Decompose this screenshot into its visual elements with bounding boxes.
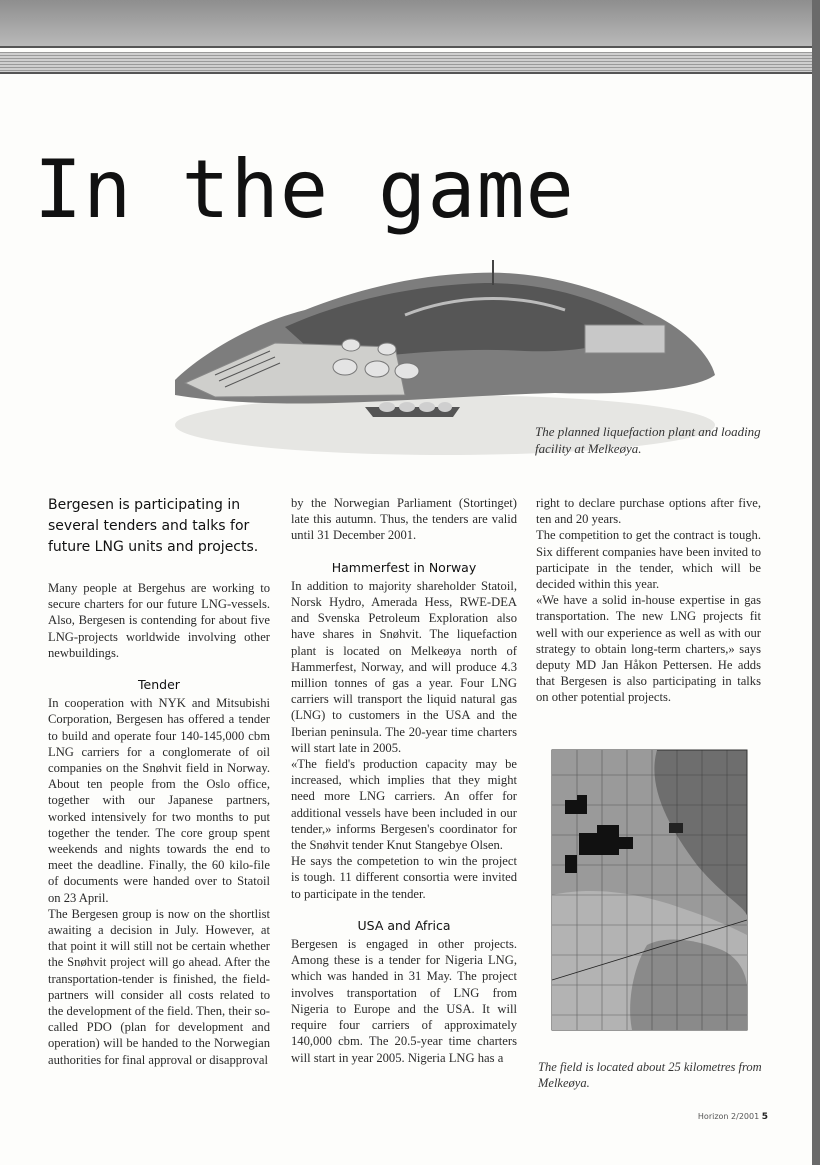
subheading-hammerfest: Hammerfest in Norway bbox=[331, 559, 477, 575]
column-3 bbox=[536, 495, 761, 706]
map-caption: The field is located about 25 kilometres from Melkeøya. bbox=[538, 1059, 762, 1090]
column-1 bbox=[48, 495, 270, 1068]
subheading-usa-africa: USA and Africa bbox=[357, 917, 451, 933]
body-paragraph: «We have a solid in-house expertise in gas transportation. The new LNG projects fit well with our experience as well as with our strategy to obtain long-term charters,» says deputy MD Jan Håkon Pettersen. He adds that Bergesen is also participating in talks on other potential projects. bbox=[536, 593, 761, 705]
body-paragraph: He says the competetion to win the project is tough. 11 different consortia were invited to participate in the tender. bbox=[291, 854, 517, 901]
page-headline: In the game bbox=[34, 143, 575, 236]
body-paragraph: right to declare purchase options after five, ten and 20 years. bbox=[536, 496, 761, 527]
page-edge-bar bbox=[812, 0, 820, 1165]
header-stripe bbox=[0, 52, 820, 74]
illustration-caption: The planned liquefaction plant and loading facility at Melkeøya. bbox=[535, 424, 761, 456]
field-location-map bbox=[537, 745, 762, 1035]
lead-paragraph: Bergesen is participating in several tenders and talks for future LNG units and projects. bbox=[48, 497, 259, 555]
publication-name: Horizon 2/2001 bbox=[697, 1112, 760, 1121]
page-number: 5 bbox=[761, 1112, 768, 1122]
body-paragraph: In cooperation with NYK and Mitsubishi Corporation, Bergesen has offered a tender to build and operate four 140-145,000 cbm LNG carriers for a conglomerate of oil companies on the Snøhvit field in Norway. About ten people from the Oslo office, together with our Japanese partners, worked intensively for two months to put together the tender. The core group spent weekends and nights towards the end to meet the deadline. Finally, the 60 kilo-file of documents were handed over to Statoil on 23 April. bbox=[48, 696, 270, 905]
subheading-tender: Tender bbox=[138, 677, 180, 693]
body-paragraph: by the Norwegian Parliament (Stortinget) late this autumn. Thus, the tenders are valid until 31 December 2001. bbox=[291, 496, 517, 543]
page-footer bbox=[698, 1112, 768, 1122]
body-paragraph: Bergesen is engaged in other projects. Among these is a tender for Nigeria LNG, which was handed in 31 May. The project involves transportation of LNG from Nigeria to Europe and the USA. It will require four carriers of approximately 140,000 cbm. The 20.5-year time charters will start in year 2005. Nigeria LNG has a bbox=[291, 937, 517, 1065]
body-paragraph: Many people at Bergehus are working to secure charters for our future LNG-vessels. Also, Bergesen is contending for about five LNG-projects worldwide involving other newbuildings. bbox=[48, 581, 270, 660]
body-paragraph: «The field's production capacity may be increased, which implies that they might need more LNG carriers. An offer for additional vessels have been included in our tender,» informs Bergesen's coordinator for the Snøhvit tender Knut Stangebye Olsen. bbox=[291, 757, 517, 853]
top-band bbox=[0, 0, 820, 48]
body-paragraph: In addition to majority shareholder Statoil, Norsk Hydro, Amerada Hess, RWE-DEA and Svenska Petroleum Exploration also have shares in Snøhvit. The liquefaction plant is located on Melkeøya north of Hammerfest, Norway, and will produce 4.3 million tonnes of gas a year. Four LNG carriers will transport the liquid natural gas (LNG) to customers in the USA and the Iberian peninsula. The 20-year time charters will start late in 2005. bbox=[291, 578, 517, 755]
body-paragraph: The Bergesen group is now on the shortlist awaiting a decision in July. However, at that point it will still not be certain whether the Snøhvit project will go ahead. After the transportation-tender is finished, the field-partners will consider all costs related to the development of the field. Then, their so-called PDO (plan for development and operation) will be handed to the Norwegian authorities for final approval or disapproval bbox=[48, 906, 270, 1067]
column-2 bbox=[291, 495, 517, 1066]
body-paragraph: The competition to get the contract is tough. Six different companies have been invited to participate in the tender, which will be decided within this year. bbox=[536, 528, 761, 592]
